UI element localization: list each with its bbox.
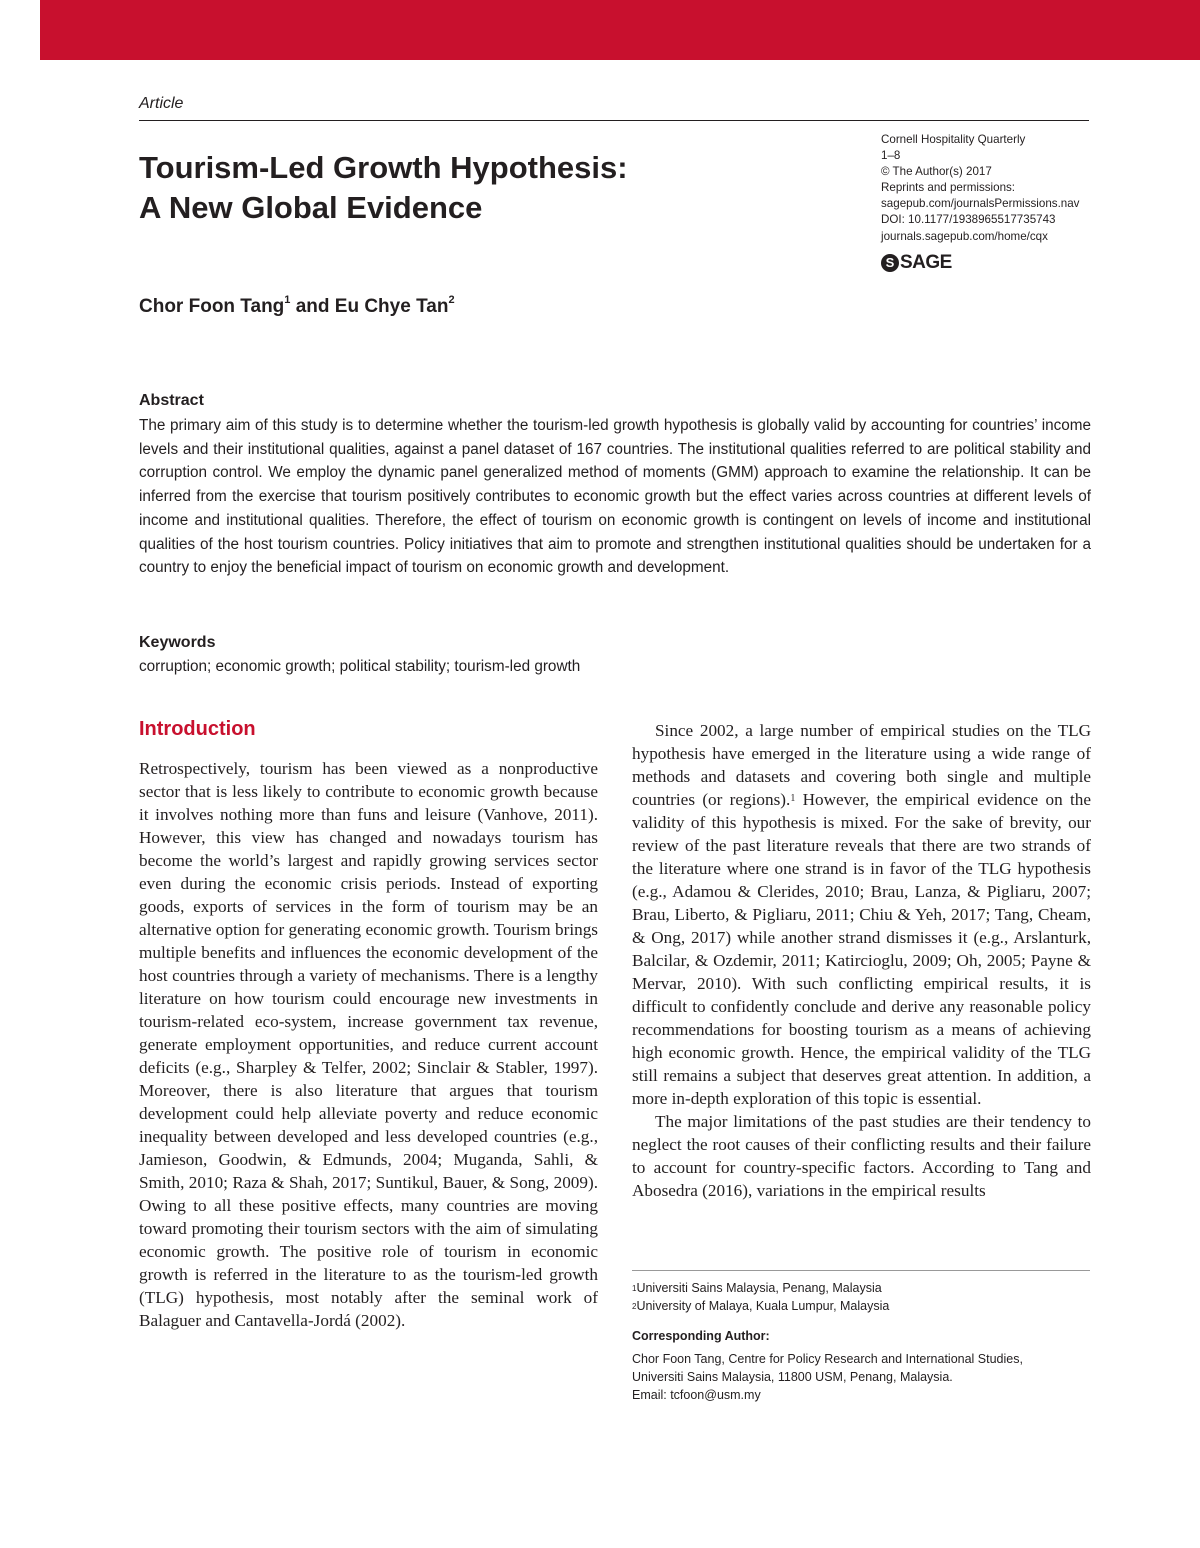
abstract-text: The primary aim of this study is to determine whether the tourism-led growth hypothesis is globally valid by accounting for countries’ income levels and their institutional qualities, against a panel dataset of 167 countries. The institutional qualities referred to are political stability and corruption control. We employ the dynamic panel generalized method of moments (GMM) approach to examine the relationship. It can be inferred from the exercise that tourism positively contributes to economic growth but the effect varies across countries at different levels of income and institutional qualities. Therefore, the effect of tourism on economic growth is contingent on levels of income and institutional qualities of the host tourism countries. Policy initiatives that aim to promote and strengthen institutional qualities should be undertaken for a country to enjoy the beneficial impact of tourism on economic growth and development. — [139, 417, 1091, 577]
title-line-2: A New Global Evidence — [139, 190, 483, 225]
affiliation-marker: 2 — [448, 294, 455, 306]
affiliation-footnote — [632, 1280, 882, 1297]
footnote-marker: 1 — [632, 1284, 637, 1293]
copyright-notice: © The Author(s) 2017 — [881, 165, 992, 179]
corresponding-author-email[interactable]: Email: tcfoon@usm.my — [632, 1388, 761, 1402]
body-paragraph: Retrospectively, tourism has been viewed as a nonproductive sector that is less likely to contribute to economic growth because it involves nothing more than funs and leisure (Vanhove, 2011). However, this view has changed and nowadays tourism has become the world’s largest and rapidly growing services sector even during the economic crisis periods. Instead of exporting goods, exports of services in the form of tourism may be an alternative option for generating economic growth. Tourism brings multiple benefits and influences the economic development of the host countries through a variety of mechanisms. There is a lengthy literature on how tourism could encourage new investments in tourism-related eco-system, increase government tax revenue, generate employment opportunities, and reduce current account deficits (e.g., Sharpley & Telfer, 2002; Sinclair & Stabler, 1997). Moreover, there is also literature that argues that tourism development could help alleviate poverty and reduce economic inequality between developed and less developed countries (e.g., Jamieson, Goodwin, & Edmunds, 2004; Muganda, Sahli, & Smith, 2010; Raza & Shah, 2017; Suntikul, Bauer, & Song, 2009). Owing to all these positive effects, many countries are moving toward promoting their tourism sectors with the aim of simulating economic growth. The positive role of tourism in economic growth is referred in the literature to as the tourism-led growth (TLG) hypothesis, most notably after the seminal work of Balaguer and Cantavella-Jordá (2002). — [139, 759, 598, 1330]
introduction-heading: Introduction — [139, 718, 256, 740]
corresponding-author-details — [632, 1350, 1092, 1404]
journal-info-block — [881, 132, 1121, 245]
body-paragraph — [632, 719, 1091, 1110]
affiliation-text: University of Malaya, Kuala Lumpur, Malaysia — [636, 1299, 890, 1313]
author-conjunction: and — [290, 296, 335, 317]
affiliation-footnote — [632, 1298, 889, 1315]
abstract-heading: Abstract — [139, 392, 204, 409]
footnote-marker: 2 — [632, 1302, 637, 1311]
doi-link[interactable]: DOI: 10.1177/1938965517735743 — [881, 213, 1056, 227]
author-name: Eu Chye Tan — [334, 296, 449, 317]
affiliation-text: Universiti Sains Malaysia, Penang, Malaysia — [636, 1281, 882, 1295]
affiliation-marker: 1 — [284, 294, 291, 306]
article-type-label: Article — [139, 95, 184, 112]
keywords-text: corruption; economic growth; political stability; tourism-led growth — [139, 658, 581, 675]
journal-color-bar — [40, 0, 1200, 60]
title-line-1: Tourism-Led Growth Hypothesis: — [139, 150, 628, 185]
right-column — [632, 719, 1091, 1202]
journal-homepage-link[interactable]: journals.sagepub.com/home/cqx — [881, 229, 1048, 243]
author-list — [139, 296, 455, 318]
journal-name: Cornell Hospitality Quarterly — [881, 133, 1026, 146]
corresponding-author-address: Chor Foon Tang, Centre for Policy Research and International Studies, — [632, 1352, 1023, 1366]
permissions-link[interactable]: sagepub.com/journalsPermissions.nav — [881, 197, 1080, 211]
page-range: 1–8 — [881, 149, 901, 163]
body-paragraph: The major limitations of the past studies are their tendency to neglect the root causes of their conflicting results and their failure to account for country-specific factors. According to Tang and Abosedra (2016), variations in the empirical results — [632, 1112, 1091, 1200]
sage-logo — [881, 252, 952, 274]
sage-logo-text: SAGE — [900, 252, 952, 273]
sage-logo-icon: S — [881, 254, 899, 272]
left-column — [139, 757, 598, 1332]
keywords-heading: Keywords — [139, 634, 216, 651]
footnote-marker[interactable]: 1 — [790, 793, 796, 804]
corresponding-author-heading: Corresponding Author: — [632, 1329, 770, 1343]
body-text: However, the empirical evidence on the validity of this hypothesis is mixed. For the sake of brevity, our review of the past literature reveals that there are two strands of the literature where one strand is in favor of the TLG hypothesis (e.g., Adamou & Clerides, 2010; Brau, Lanza, & Pigliaru, 2007; Brau, Liberto, & Pigliaru, 2011; Chiu & Yeh, 2017; Tang, Cheam, & Ong, 2017) while another strand dismisses it (e.g., Arslanturk, Balcilar, & Ozdemir, 2011; Katircioglu, 2009; Oh, 2005; Payne & Mervar, 2010). With such conflicting empirical results, it is difficult to confidently conclude and derive any reasonable policy recommendations for boosting tourism as a means of achieving high economic growth. Hence, the empirical validity of the TLG still remains a subject that deserves great attention. In addition, a more in-depth exploration of this topic is essential. — [632, 790, 1091, 1108]
footnote-rule — [632, 1270, 1090, 1271]
corresponding-author-address: Universiti Sains Malaysia, 11800 USM, Penang, Malaysia. — [632, 1370, 953, 1384]
body-text: Since 2002, a large number of empirical studies on the TLG hypothesis have emerged in the literature using a wide range of methods and datasets and covering both single and multiple countries (or regions). — [632, 721, 1091, 809]
reprints-label: Reprints and permissions: — [881, 181, 1016, 195]
article-title — [139, 148, 839, 228]
header-rule — [139, 120, 1089, 121]
author-name: Chor Foon Tang — [139, 296, 285, 317]
